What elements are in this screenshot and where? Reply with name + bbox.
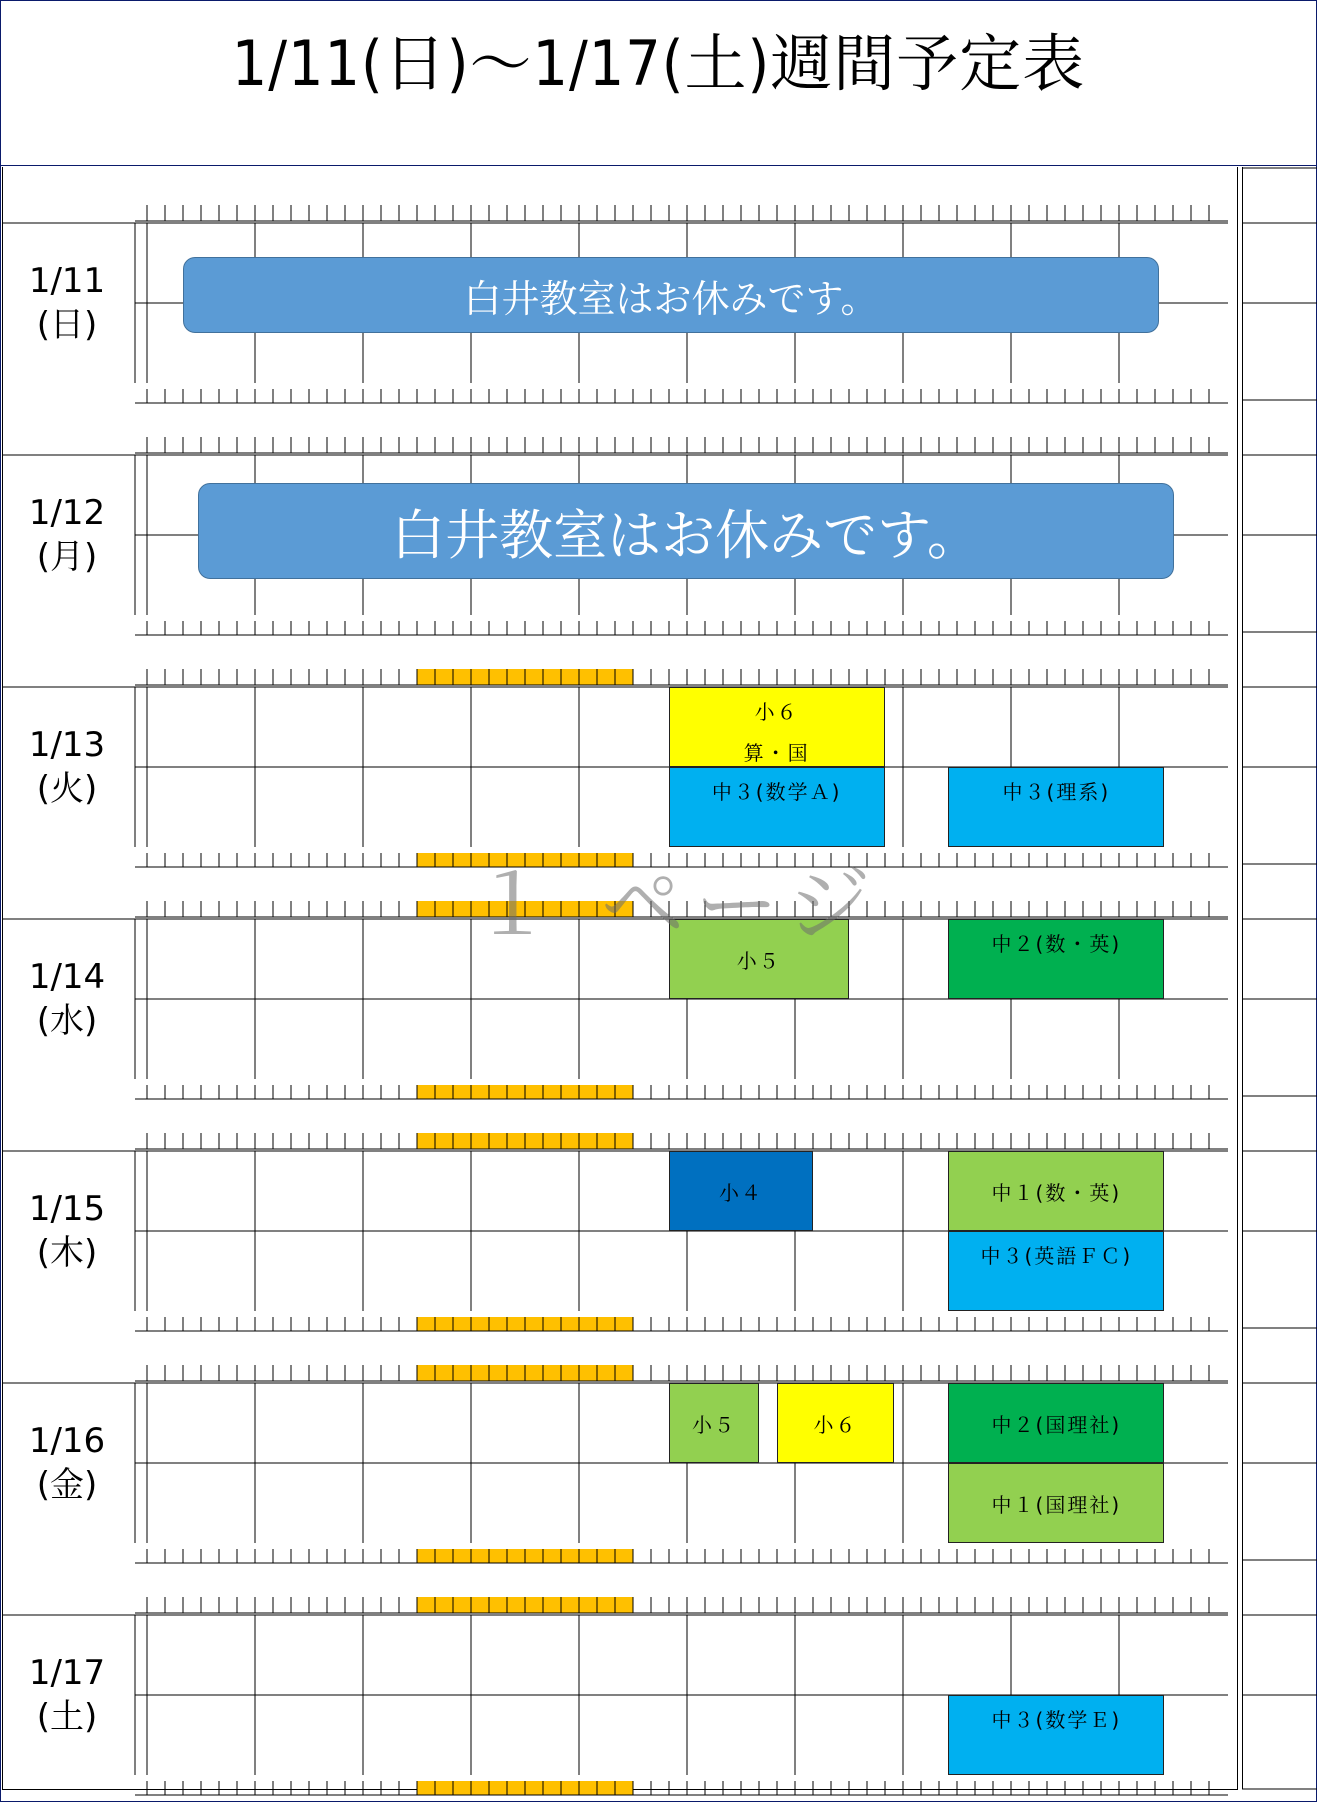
day-label	[2, 1651, 132, 1739]
class-block	[948, 919, 1164, 999]
class-block	[948, 767, 1164, 847]
class-block	[669, 687, 885, 767]
class-name: 小６	[813, 1412, 858, 1437]
day-of-week: (土)	[36, 1697, 98, 1737]
class-block	[948, 1463, 1164, 1543]
day-date: 1/15	[28, 1189, 106, 1229]
closed-banner: 白井教室はお休みです。	[183, 257, 1159, 333]
day-date: 1/16	[28, 1421, 106, 1461]
page-title: 1/11(日)～1/17(土)週間予定表	[231, 27, 1086, 100]
day-label	[2, 955, 132, 1043]
class-name: 中２(国理社)	[991, 1412, 1122, 1437]
class-name: 中３(数学Ｅ)	[991, 1708, 1122, 1732]
day-of-week: (金)	[36, 1465, 98, 1505]
class-name: 小５	[736, 948, 781, 973]
page-watermark: １ ページ	[470, 856, 882, 954]
class-name: 小４	[718, 1180, 763, 1205]
class-block	[669, 1383, 760, 1463]
class-name: 中３(理系)	[1002, 780, 1111, 804]
class-block	[948, 1695, 1164, 1775]
day-label	[2, 723, 132, 811]
class-block	[948, 1383, 1164, 1463]
day-label	[2, 259, 132, 347]
class-name: 中２(数・英)	[991, 932, 1122, 956]
day-label	[2, 1187, 132, 1275]
day-label	[2, 1419, 132, 1507]
closed-banner: 白井教室はお休みです。	[198, 483, 1174, 579]
class-name: 中３(英語ＦＣ)	[980, 1244, 1133, 1268]
class-name: 小６	[754, 700, 799, 724]
day-of-week: (木)	[36, 1233, 98, 1273]
day-of-week: (火)	[36, 769, 98, 809]
class-block	[669, 1151, 814, 1231]
day-date: 1/13	[28, 725, 106, 765]
day-label	[2, 491, 132, 579]
class-name: 中１(数・英)	[991, 1180, 1122, 1205]
class-block	[777, 1383, 895, 1463]
day-of-week: (月)	[36, 537, 98, 577]
class-name: 中１(国理社)	[991, 1492, 1122, 1517]
day-of-week: (水)	[36, 1001, 98, 1041]
class-name: 中３(数学Ａ)	[711, 780, 842, 804]
day-of-week: (日)	[36, 305, 98, 345]
class-block	[669, 767, 885, 847]
day-date: 1/12	[28, 493, 106, 533]
day-date: 1/17	[28, 1653, 106, 1693]
class-block	[669, 919, 849, 999]
class-block	[948, 1231, 1164, 1311]
day-date: 1/14	[28, 957, 106, 997]
class-name: 小５	[691, 1412, 736, 1437]
class-subjects: 算・国	[743, 741, 810, 765]
day-date: 1/11	[28, 261, 106, 301]
class-block	[948, 1151, 1164, 1231]
